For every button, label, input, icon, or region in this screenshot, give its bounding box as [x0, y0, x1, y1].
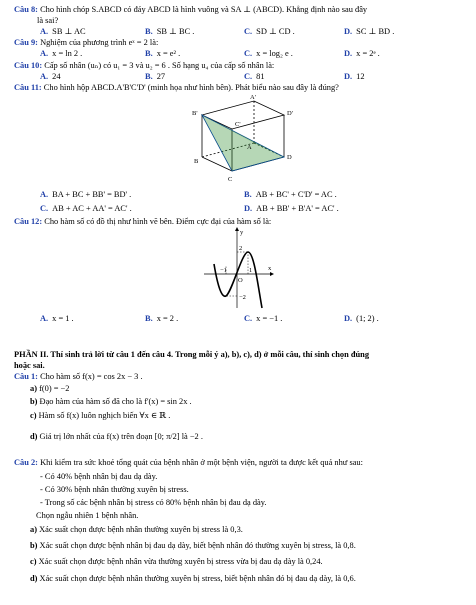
item-text: f(0) = −2	[39, 384, 70, 393]
label-minus-one: −1	[220, 267, 227, 274]
option-letter: A.	[40, 190, 49, 199]
option-letter: C.	[244, 72, 253, 81]
q9-stem: Nghiệm của phương trình eˣ = 2 là:	[40, 38, 159, 47]
q9-option-a	[40, 49, 82, 60]
option-text: x = 2ᵉ .	[356, 49, 380, 58]
option-letter: B.	[145, 49, 153, 58]
p2-item-b	[30, 541, 356, 552]
option-letter: A.	[40, 49, 49, 58]
label-C: C	[228, 176, 233, 183]
option-text: x = −1 .	[256, 314, 283, 323]
q8-stem: Cho hình chóp S.ABCD có đáy ABCD là hình vuông và SA ⊥ (ABCD). Khẳng định nào sau đây	[40, 5, 368, 14]
q9-line1	[14, 38, 158, 49]
option-text: SD ⊥ CD .	[256, 27, 295, 36]
option-letter: D.	[344, 49, 353, 58]
q9-option-c	[244, 49, 293, 60]
option-letter: D.	[344, 27, 353, 36]
label-x: x	[268, 265, 272, 272]
q10-option-a	[40, 72, 61, 83]
q11-option-d	[244, 204, 339, 215]
label-D: D	[287, 154, 292, 161]
option-letter: C.	[244, 27, 253, 36]
p2-line1	[14, 458, 363, 469]
option-letter: A.	[40, 27, 49, 36]
option-letter: A.	[40, 314, 49, 323]
label-D-prime: D'	[287, 110, 293, 117]
q12-option-a	[40, 314, 74, 325]
p2-item-c	[30, 557, 323, 568]
p1-stem: Cho hàm số f(x) = cos 2x − 3 .	[40, 372, 143, 381]
option-letter: A.	[40, 72, 49, 81]
item-text: Xác suất chọn được bệnh nhân thường xuyên bị stress, biết bệnh nhân đó bị đau dạ dày, là 0,6.	[39, 574, 356, 583]
q9-number: Câu 9:	[14, 38, 38, 47]
option-text: BA + BC + BB' = BD' .	[52, 190, 132, 199]
q11-number: Câu 11:	[14, 83, 42, 92]
function-graph	[200, 226, 275, 310]
q10-stem: Cấp số nhân (uₙ) có u₁ = 3 và u₂ = 6 . Số hạng u₄ của cấp số nhân là:	[44, 61, 275, 70]
p2-fact-1: - Có 40% bệnh nhân bị đau dạ dày.	[40, 472, 158, 481]
item-text: Xác suất chọn được bệnh nhân thường xuyên bị stress là 0,3.	[39, 525, 243, 534]
q11-stem: Cho hình hộp ABCD.A'B'C'D' (minh họa như hình bên). Phát biểu nào sau đây là đúng?	[43, 83, 339, 92]
label-C-prime: C'	[235, 121, 241, 128]
option-text: 81	[256, 72, 265, 81]
item-text: Giá trị lớn nhất của f(x) trên đoạn [0; π/2] là −2 .	[39, 432, 203, 441]
option-text: SB ⊥ BC .	[156, 27, 195, 36]
p1-item-a	[30, 384, 69, 395]
option-text: 27	[156, 72, 166, 81]
item-text: Đạo hàm của hàm số đã cho là f'(x) = sin 2x .	[39, 397, 192, 406]
option-letter: C.	[40, 204, 49, 213]
q8-stem-cont: là sai?	[37, 16, 59, 25]
p2-stem: Khi kiểm tra sức khoẻ tổng quát của bệnh nhân ở một bệnh viện, người ta được kết quả như sau:	[40, 458, 363, 467]
option-text: x = 2 .	[156, 314, 179, 323]
q12-option-b	[145, 314, 178, 325]
item-text: Hàm số f(x) luôn nghịch biến ∀x ∈ ℝ .	[38, 411, 171, 420]
part2-title-cont: hoặc sai.	[14, 361, 45, 370]
option-letter: D.	[344, 314, 353, 323]
item-letter: d)	[30, 432, 38, 441]
p1-item-b	[30, 397, 192, 408]
q10-option-b	[145, 72, 165, 83]
option-text: AB + BB' + B'A' = AC' .	[256, 204, 339, 213]
option-letter: D.	[244, 204, 253, 213]
label-minus-two: −2	[239, 294, 246, 301]
option-text: x = log₂ e .	[256, 49, 293, 58]
option-text: AB + AC + AA' = AC' .	[52, 204, 132, 213]
x-axis-arrow	[270, 272, 274, 276]
p1-item-c	[30, 411, 170, 422]
option-letter: C.	[244, 49, 253, 58]
option-letter: C.	[244, 314, 253, 323]
option-text: 12	[356, 72, 365, 81]
p1-line1	[14, 372, 143, 383]
option-letter: B.	[244, 190, 252, 199]
q8-option-d	[344, 27, 394, 38]
q10-option-c	[244, 72, 265, 83]
p2-number: Câu 2:	[14, 458, 38, 467]
option-text: AB + BC' + C'D' = AC .	[255, 190, 337, 199]
q11-line1	[14, 83, 339, 94]
label-two: 2	[239, 245, 243, 252]
label-origin: O	[238, 277, 243, 284]
q11-option-a	[40, 190, 131, 201]
item-letter: c)	[30, 411, 37, 420]
option-text: SB ⊥ AC	[52, 27, 86, 36]
option-letter: D.	[344, 72, 353, 81]
item-letter: a)	[30, 384, 37, 393]
p2-item-d	[30, 574, 356, 585]
q10-line1	[14, 61, 274, 72]
q8-number: Câu 8:	[14, 5, 38, 14]
q8-option-c	[244, 27, 295, 38]
q10-option-d	[344, 72, 365, 83]
item-text: Xác suất chọn được bệnh nhân bị đau dạ dày, biết bệnh nhân đó thường xuyên bị stress, là 0,8.	[39, 541, 356, 550]
item-letter: c)	[30, 557, 37, 566]
q8-option-a	[40, 27, 86, 38]
q8-option-b	[145, 27, 194, 38]
q8-line1	[14, 5, 367, 16]
parallelepiped-figure	[192, 93, 302, 189]
q12-number: Câu 12:	[14, 217, 43, 226]
option-text: x = e² .	[156, 49, 181, 58]
item-text: Xác suất chọn được bệnh nhân vừa thường xuyên bị stress vừa bị đau dạ dày là 0,24.	[38, 557, 323, 566]
p2-item-a	[30, 525, 243, 536]
q11-option-c	[40, 204, 132, 215]
q11-option-b	[244, 190, 337, 201]
option-text: SC ⊥ BD .	[356, 27, 395, 36]
option-letter: B.	[145, 72, 153, 81]
item-letter: d)	[30, 574, 38, 583]
label-A: A	[247, 144, 252, 151]
item-letter: b)	[30, 397, 38, 406]
part2-title: PHẦN II. Thí sinh trả lời từ câu 1 đến câu 4. Trong mỗi ý a), b), c), d) ở mỗi câu, thí sinh chọn đúng	[14, 350, 370, 359]
p2-fact-3: - Trong số các bệnh nhân bị stress có 80% bệnh nhân bị đau dạ dày.	[40, 498, 267, 507]
label-B: B	[194, 158, 199, 165]
item-letter: b)	[30, 541, 38, 550]
y-axis-arrow	[235, 227, 239, 231]
option-letter: B.	[145, 314, 153, 323]
q12-option-c	[244, 314, 282, 325]
q12-option-d	[344, 314, 379, 325]
label-one: 1	[249, 267, 253, 274]
q9-option-d	[344, 49, 380, 60]
q12-stem: Cho hàm số có đồ thị như hình vẽ bên. Điểm cực đại của hàm số là:	[44, 217, 272, 226]
label-B-prime: B'	[192, 110, 198, 117]
item-letter: a)	[30, 525, 37, 534]
option-text: x = ln 2 .	[52, 49, 83, 58]
p2-fact-2: - Có 30% bệnh nhân thường xuyên bị stress.	[40, 485, 189, 494]
option-text: x = 1 .	[52, 314, 74, 323]
label-y: y	[240, 229, 244, 236]
p1-item-d	[30, 432, 203, 443]
p2-pick: Chọn ngẫu nhiên 1 bệnh nhân.	[36, 511, 139, 520]
option-text: 24	[52, 72, 61, 81]
p1-number: Câu 1:	[14, 372, 38, 381]
label-A-prime: A'	[250, 94, 256, 101]
q9-option-b	[145, 49, 180, 60]
option-letter: B.	[145, 27, 153, 36]
option-text: (1; 2) .	[356, 314, 379, 323]
q10-number: Câu 10:	[14, 61, 43, 70]
